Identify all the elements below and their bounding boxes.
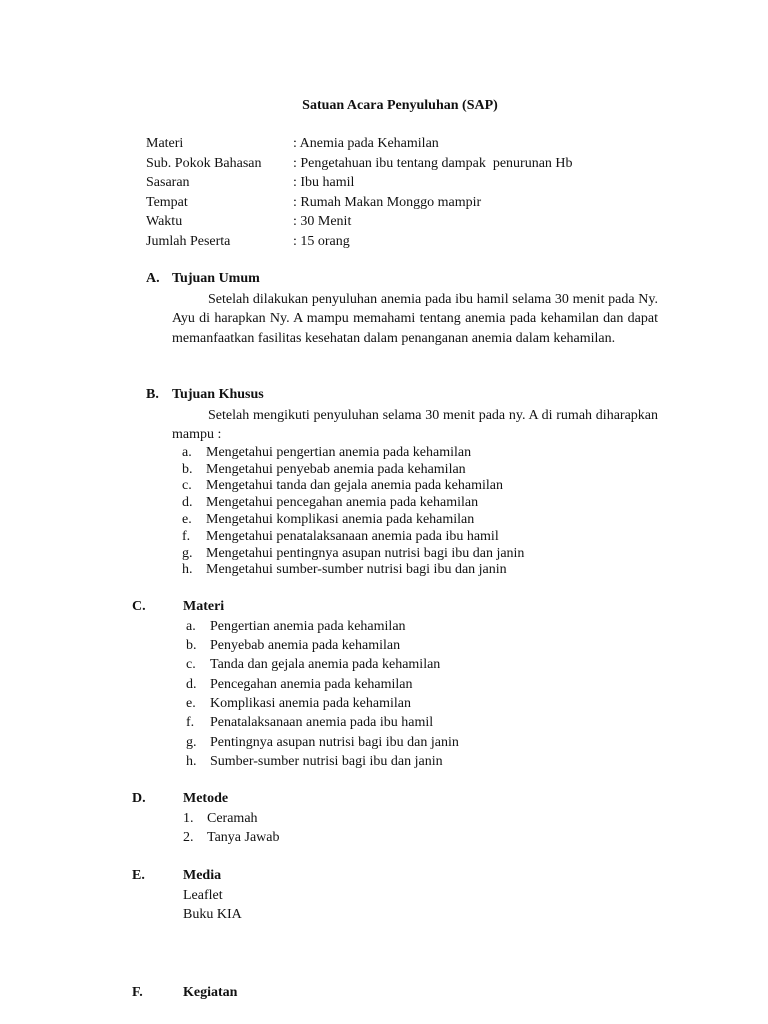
- section-letter: F.: [132, 985, 143, 1000]
- section-heading: [132, 598, 652, 617]
- list-marker: a.: [182, 444, 192, 460]
- list-marker: g.: [186, 734, 197, 750]
- list-item: [182, 562, 658, 579]
- section-letter: D.: [132, 791, 146, 806]
- section-title: Media: [183, 868, 222, 883]
- list-text: Pencegahan anemia pada kehamilan: [210, 676, 413, 692]
- list-text: Pengertian anemia pada kehamilan: [210, 618, 406, 634]
- section-metode: [132, 790, 652, 848]
- list-text: Mengetahui pencegahan anemia pada kehamilan: [206, 495, 479, 511]
- section-title: Tujuan Khusus: [172, 387, 264, 402]
- section-kegiatan: [132, 984, 652, 1003]
- info-row: [146, 213, 573, 233]
- list-text: Tanya Jawab: [207, 830, 280, 846]
- list-item: [186, 752, 652, 771]
- list-marker: 1.: [183, 810, 194, 826]
- section-heading: [146, 270, 658, 289]
- list-text: Penyebab anemia pada kehamilan: [210, 638, 401, 654]
- list-marker: f.: [186, 715, 195, 731]
- list-text: Mengetahui sumber-sumber nutrisi bagi ibu dan janin: [206, 562, 507, 578]
- info-table: [146, 135, 573, 252]
- list-marker: a.: [186, 618, 196, 634]
- section-letter: C.: [132, 599, 146, 614]
- list-item: [183, 809, 652, 829]
- metode-list: [183, 809, 652, 848]
- info-row: [146, 174, 573, 194]
- media-list: [183, 886, 652, 925]
- info-label: Sasaran: [146, 175, 190, 190]
- info-value: : Anemia pada Kehamilan: [293, 136, 439, 151]
- section-tujuan-khusus: [146, 386, 658, 579]
- list-item: [183, 828, 652, 848]
- section-paragraph: Setelah dilakukan penyuluhan anemia pada ibu hamil selama 30 menit pada Ny. Ayu di harapkan Ny. A mampu memahami tentang anemia pada kehamilan dan dapat memanfaatkan fasilitas kesehatan dalam penanganan anemia dalam kehamilan.: [172, 291, 658, 346]
- list-marker: b.: [186, 638, 197, 654]
- list-marker: h.: [182, 562, 193, 578]
- section-title: Metode: [183, 791, 229, 806]
- section-heading: [132, 984, 652, 1003]
- info-value: : 15 orang: [293, 233, 350, 249]
- list-marker: c.: [182, 478, 192, 494]
- media-item: Leaflet: [183, 887, 223, 903]
- list-marker: 2.: [183, 830, 194, 846]
- section-letter: B.: [146, 387, 159, 402]
- list-item: [186, 636, 652, 655]
- info-label: Waktu: [146, 214, 183, 229]
- list-marker: h.: [186, 753, 197, 769]
- section-title: Kegiatan: [183, 985, 238, 1000]
- list-marker: c.: [186, 657, 196, 673]
- section-title: Materi: [183, 599, 225, 614]
- info-label: Tempat: [146, 194, 188, 210]
- info-row: [146, 194, 573, 214]
- section-title: Tujuan Umum: [172, 271, 260, 286]
- info-value: : Pengetahuan ibu tentang dampak penurunan Hb: [293, 155, 573, 171]
- list-item: [182, 495, 658, 512]
- info-value: : Rumah Makan Monggo mampir: [293, 194, 482, 210]
- info-row: [146, 233, 573, 253]
- info-row: [146, 135, 573, 155]
- list-item: [186, 713, 652, 732]
- list-item: [186, 733, 652, 752]
- list-marker: e.: [186, 696, 196, 712]
- list-marker: d.: [182, 495, 193, 511]
- section-letter: A.: [146, 271, 160, 286]
- list-item: [182, 546, 658, 563]
- list-marker: f.: [182, 528, 191, 544]
- list-text: Ceramah: [207, 810, 258, 826]
- info-label: Sub. Pokok Bahasan: [146, 155, 262, 171]
- page-title: Satuan Acara Penyuluhan (SAP): [302, 98, 498, 113]
- list-item: [186, 655, 652, 674]
- list-text: Mengetahui pengertian anemia pada kehamilan: [206, 444, 472, 460]
- list-text: Mengetahui tanda dan gejala anemia pada kehamilan: [206, 478, 503, 494]
- list-item: [182, 478, 658, 495]
- section-heading: [132, 867, 652, 886]
- list-item: [186, 675, 652, 694]
- section-media: [132, 867, 652, 925]
- media-item: Buku KIA: [183, 907, 242, 923]
- list-item: [182, 529, 658, 546]
- section-letter: E.: [132, 868, 145, 883]
- list-item: [186, 617, 652, 636]
- list-marker: d.: [186, 676, 197, 692]
- info-label: Materi: [146, 136, 184, 151]
- section-tujuan-umum: [146, 270, 658, 348]
- list-item: [182, 512, 658, 529]
- list-text: Mengetahui penatalaksanaan anemia pada ibu hamil: [206, 528, 499, 544]
- list-text: Mengetahui komplikasi anemia pada kehamilan: [206, 512, 475, 528]
- list-item: [182, 445, 658, 462]
- list-text: Pentingnya asupan nutrisi bagi ibu dan janin: [210, 734, 459, 750]
- list-item: [182, 462, 658, 479]
- list-marker: e.: [182, 512, 192, 528]
- materi-list: [186, 617, 652, 771]
- info-row: [146, 155, 573, 175]
- list-marker: b.: [182, 461, 193, 477]
- info-value: : Ibu hamil: [293, 175, 355, 190]
- objective-list: [182, 445, 658, 579]
- list-marker: g.: [182, 545, 193, 561]
- list-text: Komplikasi anemia pada kehamilan: [210, 696, 411, 712]
- info-value: : 30 Menit: [293, 214, 352, 229]
- list-text: Sumber-sumber nutrisi bagi ibu dan janin: [210, 753, 443, 769]
- section-heading: [132, 790, 652, 809]
- info-label: Jumlah Peserta: [146, 233, 231, 249]
- list-text: Tanda dan gejala anemia pada kehamilan: [210, 657, 441, 673]
- list-text: Mengetahui penyebab anemia pada kehamilan: [206, 461, 466, 477]
- list-item: [186, 694, 652, 713]
- list-text: Mengetahui pentingnya asupan nutrisi bagi ibu dan janin: [206, 545, 525, 561]
- list-text: Penatalaksanaan anemia pada ibu hamil: [210, 715, 434, 731]
- section-paragraph: Setelah mengikuti penyuluhan selama 30 menit pada ny. A di rumah diharapkan mampu :: [172, 407, 658, 443]
- section-materi: [132, 598, 652, 771]
- section-heading: [146, 386, 658, 405]
